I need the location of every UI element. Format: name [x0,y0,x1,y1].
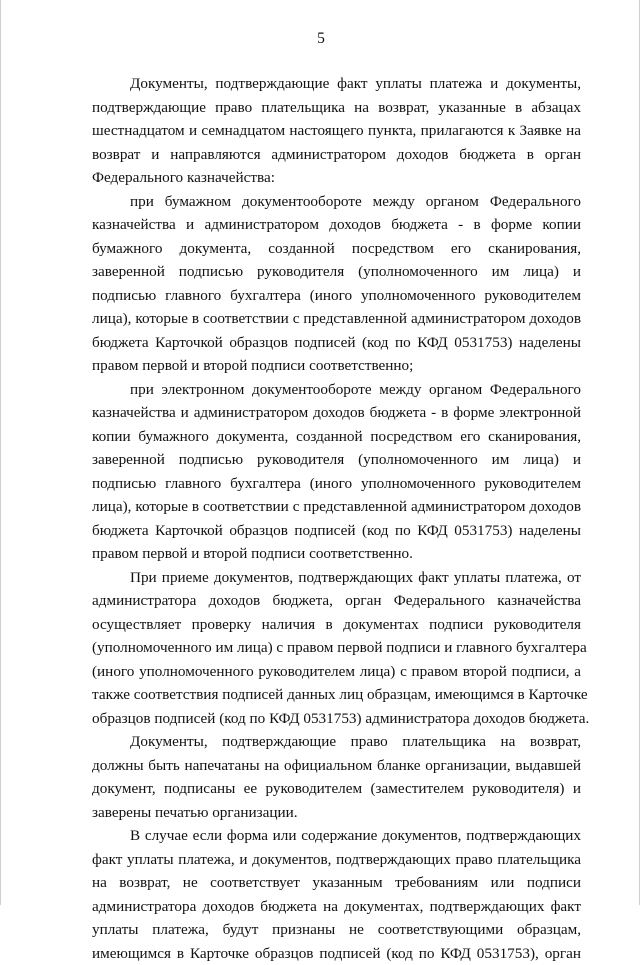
text-line: казначейства и администратором доходов бюджета - в форме копии [92,213,581,237]
text-line: заверенной подписью руководителя (уполномоченного им лица) и [92,260,581,284]
text-line: В случае если форма или содержание документов, подтверждающих [92,824,581,848]
text-line: уплаты платежа, будут признаны не соответствующими образцам, [92,918,581,942]
text-line: администратора доходов бюджета, орган Федерального казначейства [92,589,581,613]
paragraph [92,72,581,190]
text-line: заверены печатью организации. [92,801,581,825]
paragraph [92,566,581,731]
text-line: образцов подписей (код по КФД 0531753) администратора доходов бюджета. [92,707,581,731]
text-line: заверенной подписью руководителя (уполномоченного им лица) и [92,448,581,472]
document-body [92,72,581,965]
paragraph [92,190,581,378]
text-line: При приеме документов, подтверждающих факт уплаты платежа, от [92,566,581,590]
text-line: возврат и направляются администратором доходов бюджета в орган [92,143,581,167]
text-line: при электронном документообороте между органом Федерального [92,378,581,402]
text-line: (иного уполномоченного руководителем лица) с правом второй подписи, а [92,660,581,684]
text-line: документ, подписаны ее руководителем (заместителем руководителя) и [92,777,581,801]
text-line: на возврат, не соответствует указанным требованиям или подписи [92,871,581,895]
text-line: имеющимся в Карточке образцов подписей (код по КФД 0531753), орган [92,942,581,965]
text-line: администратора доходов бюджета на документах, подтверждающих факт [92,895,581,919]
text-line: бумажного документа, созданной посредством его сканирования, [92,237,581,261]
text-line: также соответствия подписей данных лиц образцам, имеющимся в Карточке [92,683,581,707]
text-line: подтверждающие право плательщика на возврат, указанные в абзацах [92,96,581,120]
text-line: осуществляет проверку наличия в документах подписи руководителя [92,613,581,637]
text-line: бюджета Карточкой образцов подписей (код по КФД 0531753) наделены [92,331,581,355]
text-line: шестнадцатом и семнадцатом настоящего пункта, прилагаются к Заявке на [92,119,581,143]
text-line: при бумажном документообороте между органом Федерального [92,190,581,214]
text-line: правом первой и второй подписи соответственно. [92,542,581,566]
text-line: Федерального казначейства: [92,166,581,190]
text-line: Документы, подтверждающие право плательщика на возврат, [92,730,581,754]
text-line: должны быть напечатаны на официальном бланке организации, выдавшей [92,754,581,778]
paragraph [92,824,581,965]
text-line: Документы, подтверждающие факт уплаты платежа и документы, [92,72,581,96]
text-line: лица), которые в соответствии с представленной администратором доходов [92,495,581,519]
text-line: казначейства и администратором доходов бюджета - в форме электронной [92,401,581,425]
text-line: правом первой и второй подписи соответственно; [92,354,581,378]
text-line: лица), которые в соответствии с представленной администратором доходов [92,307,581,331]
text-line: копии бумажного документа, созданной посредством его сканирования, [92,425,581,449]
text-line: факт уплаты платежа, и документов, подтверждающих право плательщика [92,848,581,872]
paragraph [92,730,581,824]
text-line: подписью главного бухгалтера (иного уполномоченного руководителем [92,472,581,496]
text-line: подписью главного бухгалтера (иного уполномоченного руководителем [92,284,581,308]
paragraph [92,378,581,566]
text-line: бюджета Карточкой образцов подписей (код по КФД 0531753) наделены [92,519,581,543]
page-number: 5 [1,30,640,48]
text-line: (уполномоченного им лица) с правом первой подписи и главного бухгалтера [92,636,581,660]
